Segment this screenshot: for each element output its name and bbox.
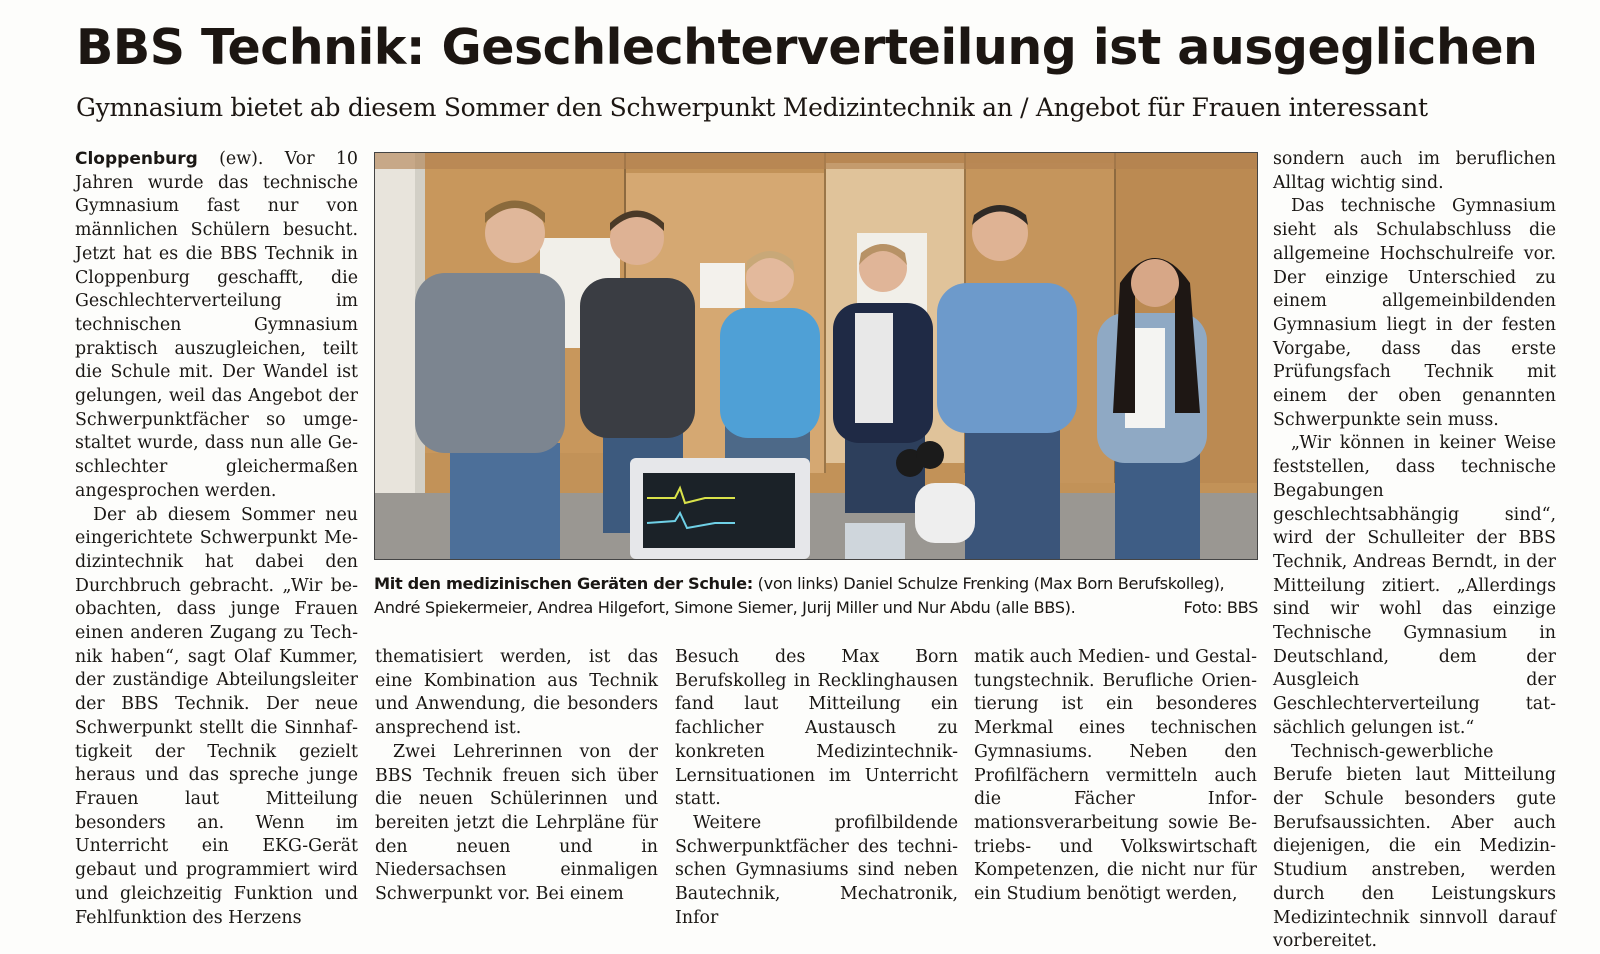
paragraph: Das technische Gymnasium sieht als Schulabschluss die allgemeine Hochschulreife vor. Der einzige Unterschied zu einem allgemeinbildenden Gymnasium liegt in der festen Vorgabe, dass das erste Prüfungsfach Technik mit einem der oben genannten Schwerpunkte sein muss. bbox=[1273, 196, 1556, 430]
caption-text: (von links) Daniel Schulze Frenking (Max Born Berufskolleg), André Spiekermeier, Andrea Hilgefort, Simone Siemer, Jurij Miller und Nur Abdu (alle BBS). bbox=[374, 574, 1225, 617]
article-photo bbox=[374, 152, 1258, 560]
group-photo-illustration bbox=[375, 153, 1257, 559]
headline: BBS Technik: Geschlechterverteilung ist ausgeglichen bbox=[76, 19, 1538, 76]
caption-lead: Mit den medizinischen Geräten der Schule: bbox=[374, 574, 753, 593]
subheadline: Gymnasium bietet ab diesem Sommer den Schwerpunkt Medizintechnik an / Angebot für Frauen interessant bbox=[76, 93, 1428, 122]
paragraph: matik auch Medien- und Gestaltungstechnik. Berufliche Orientierung ist ein besonderes Merkmal eines technischen Gymnasiums. Neben den Profilfächern vermitteln auch die Fächer Informationsverarbeitung sowie Betriebs- und Volkswirtschaft Kompetenzen, die nicht nur für ein Studium benötigt werden, bbox=[974, 647, 1257, 905]
paragraph: Weitere profilbildende Schwerpunktfächer des technischen Gymnasiums sind neben Bautechnik, Mechatronik, Infor bbox=[675, 812, 958, 928]
paragraph: Zwei Lehrerinnen von der BBS Technik freuen sich über die neuen Schülerinnen und bereiten jetzt die Lehrpläne für den neuen und in Niedersachsen einmaligen Schwerpunkt vor. Bei einem bbox=[375, 741, 658, 905]
paragraph: Technisch-gewerbliche Berufe bieten laut Mitteilung der Schule besonders gute Berufsaussichten. Aber auch diejenigen, die ein Medizin-Studium anstreben, werden durch den Leistungskurs Medizintechnik sinnvoll darauf vorbereitet. bbox=[1273, 741, 1556, 952]
paragraph: Besuch des Max Born Berufskolleg in Recklinghausen fand laut Mitteilung ein fachlicher Austausch zu konkreten Medizintechnik-Lernsituationen im Unterricht statt. bbox=[675, 647, 958, 810]
dateline-city: Cloppenburg bbox=[75, 149, 198, 169]
text-column-3 bbox=[675, 646, 958, 930]
paragraph: „Wir können in keiner Weise feststellen, dass technische Begabungen geschlechtsabhängig sind“, wird der Schulleiter der BBS Technik, Andreas Berndt, in der Mitteilung zitiert. „Allerdings sind wir wohl das einzige Technische Gymnasium in Deutschland, dem der Ausgleich der Geschlechterverteilung tatsächlich gelungen ist.“ bbox=[1273, 433, 1556, 738]
paragraph: Der ab diesem Sommer neu eingerichtete Schwerpunkt Medizintechnik hat dabei den Durchbruch gebracht. „Wir beobachten, dass junge Frauen einen anderen Zugang zu Technik haben“, sagt Olaf Kummer, der zuständige Abteilungsleiter der BBS Technik. Der neue Schwerpunkt stellt die Sinnhaftigkeit der Technik gezielt heraus und das spreche junge Frauen laut Mitteilung besonders an. Wenn im Unterricht ein EKG-Gerät gebaut und programmiert wird und gleichzeitig Funktion und Fehlfunktion des Herzens bbox=[75, 504, 358, 928]
photo-caption bbox=[374, 572, 1258, 620]
text-column-4 bbox=[974, 646, 1257, 907]
text-column-5 bbox=[1273, 148, 1556, 954]
paragraph: sondern auch im beruflichen Alltag wichtig sind. bbox=[1273, 149, 1556, 193]
text-column-2 bbox=[375, 646, 658, 907]
paragraph: thematisiert werden, ist das eine Kombination aus Technik und Anwendung, die besonders ansprechend ist. bbox=[375, 647, 658, 739]
text-column-1 bbox=[75, 148, 358, 930]
paragraph-text: (ew). Vor 10 Jahren wurde das technische Gymnasium fast nur von männlichen Schülern besucht. Jetzt hat es die BBS Technik in Cloppenburg geschafft, die Geschlechterverteilung im technischen Gymnasium praktisch auszugleichen, teilt die Schule mit. Der Wandel ist gelungen, weil das Angebot der Schwerpunktfächer so umgestaltet wurde, dass nun alle Geschlechter gleichermaßen angesprochen werden. bbox=[75, 149, 358, 501]
photo-credit: Foto: BBS bbox=[1183, 598, 1258, 617]
paragraph bbox=[75, 148, 358, 504]
